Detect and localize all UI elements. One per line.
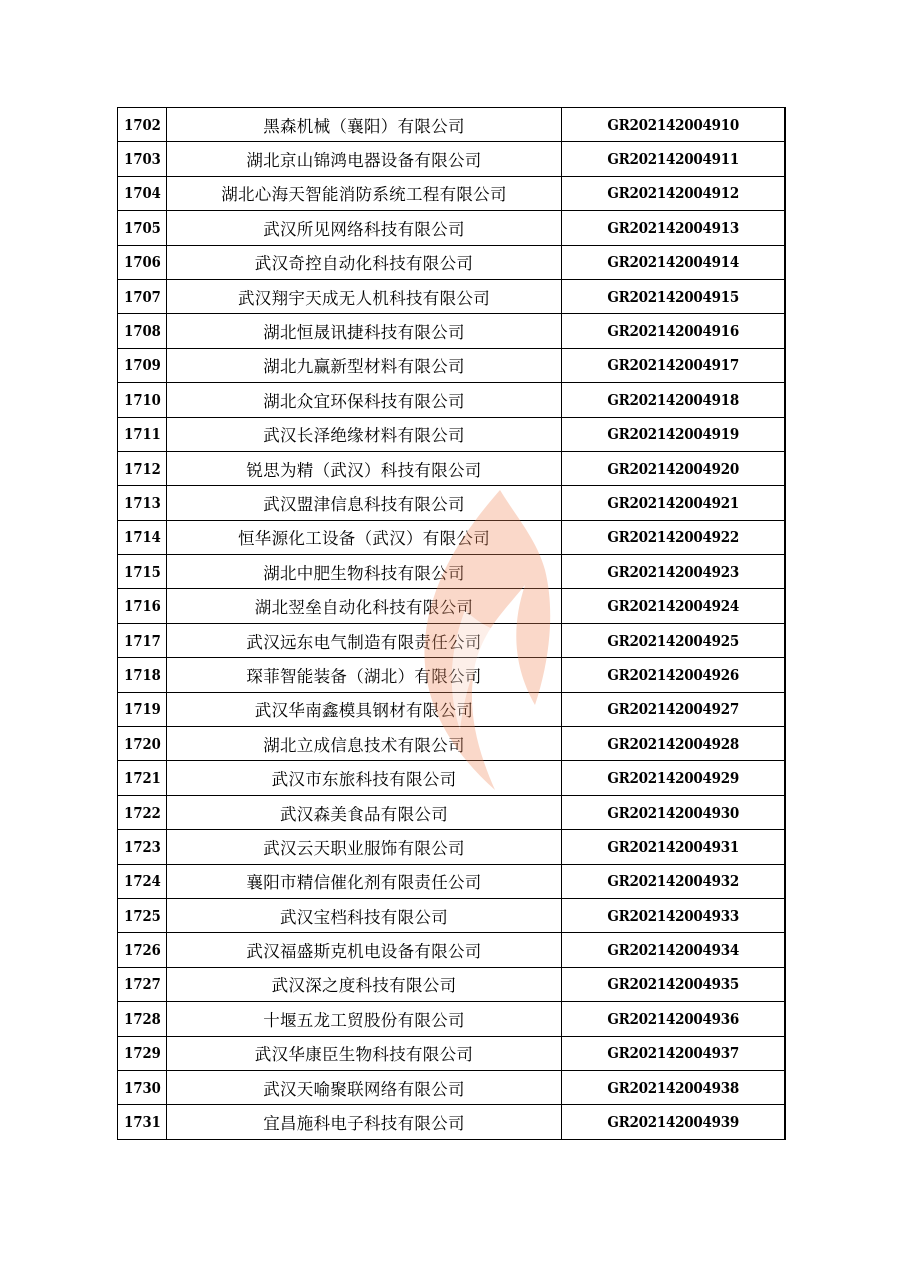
table-row xyxy=(118,279,786,313)
certificate-code-text: GR202142004938 xyxy=(607,1078,739,1097)
table-row xyxy=(118,727,786,761)
certificate-code-text: GR202142004917 xyxy=(607,356,739,375)
certificate-code xyxy=(562,1105,786,1139)
certificate-code xyxy=(562,727,786,761)
certificate-code-text: GR202142004915 xyxy=(607,287,739,306)
row-number-text: 1707 xyxy=(123,287,161,306)
certificate-code xyxy=(562,486,786,520)
company-name: 湖北京山锦鸿电器设备有限公司 xyxy=(167,142,562,176)
row-number-text: 1718 xyxy=(123,665,161,684)
row-number xyxy=(120,933,163,967)
certificate-code-text: GR202142004936 xyxy=(607,1009,739,1028)
row-number xyxy=(120,830,163,864)
certificate-code xyxy=(562,933,786,967)
certificate-code-text: GR202142004923 xyxy=(607,562,739,581)
company-name: 黑森机械（襄阳）有限公司 xyxy=(167,108,562,142)
table-row xyxy=(118,245,786,279)
row-number xyxy=(120,658,163,692)
row-number-text: 1704 xyxy=(123,184,161,203)
table-row xyxy=(118,417,786,451)
table-row xyxy=(118,142,786,176)
certificate-code-text: GR202142004932 xyxy=(607,872,739,891)
table-row xyxy=(118,830,786,864)
certificate-code xyxy=(562,623,786,657)
row-number xyxy=(120,864,163,898)
row-number xyxy=(120,795,163,829)
certificate-code-text: GR202142004933 xyxy=(607,906,739,925)
company-name: 武汉华康臣生物科技有限公司 xyxy=(167,1036,562,1070)
company-name: 武汉长泽绝缘材料有限公司 xyxy=(167,417,562,451)
row-number-text: 1723 xyxy=(123,837,161,856)
certificate-code xyxy=(562,245,786,279)
company-name: 湖北恒晟讯捷科技有限公司 xyxy=(167,314,562,348)
row-number xyxy=(120,383,163,417)
row-number-text: 1708 xyxy=(123,322,161,341)
table-row xyxy=(118,1105,786,1139)
certificate-code xyxy=(562,108,786,142)
table-row xyxy=(118,555,786,589)
company-name: 宜昌施科电子科技有限公司 xyxy=(167,1105,562,1139)
row-number xyxy=(120,108,163,142)
row-number-text: 1705 xyxy=(123,218,161,237)
row-number xyxy=(120,967,163,1001)
certificate-code xyxy=(562,795,786,829)
table-row xyxy=(118,864,786,898)
company-name: 武汉宝档科技有限公司 xyxy=(167,898,562,932)
row-number xyxy=(120,417,163,451)
row-number xyxy=(120,279,163,313)
row-number-text: 1722 xyxy=(123,803,161,822)
certificate-code-text: GR202142004911 xyxy=(607,150,739,169)
certificate-code-text: GR202142004916 xyxy=(607,322,739,341)
table-row xyxy=(118,1002,786,1036)
certificate-code xyxy=(562,1070,786,1104)
row-number xyxy=(120,1070,163,1104)
table-row xyxy=(118,898,786,932)
certificate-code-text: GR202142004926 xyxy=(607,665,739,684)
row-number-text: 1714 xyxy=(123,528,161,547)
certificate-code-text: GR202142004935 xyxy=(607,975,739,994)
company-name: 武汉远东电气制造有限责任公司 xyxy=(167,623,562,657)
row-number-text: 1713 xyxy=(123,493,161,512)
certificate-code xyxy=(562,555,786,589)
row-number-text: 1717 xyxy=(123,631,161,650)
certificate-code-text: GR202142004920 xyxy=(607,459,739,478)
row-number-text: 1709 xyxy=(123,356,161,375)
row-number-text: 1729 xyxy=(123,1044,161,1063)
certificate-code-text: GR202142004925 xyxy=(607,631,739,650)
row-number xyxy=(120,486,163,520)
row-number-text: 1706 xyxy=(123,253,161,272)
certificate-code-text: GR202142004921 xyxy=(607,493,739,512)
certificate-code-text: GR202142004934 xyxy=(607,941,739,960)
row-number xyxy=(120,589,163,623)
row-number-text: 1728 xyxy=(123,1009,161,1028)
certificate-code xyxy=(562,417,786,451)
table-body xyxy=(118,108,786,1140)
table-row xyxy=(118,108,786,142)
company-name: 湖北九赢新型材料有限公司 xyxy=(167,348,562,382)
table-row xyxy=(118,486,786,520)
company-name: 十堰五龙工贸股份有限公司 xyxy=(167,1002,562,1036)
table-row xyxy=(118,348,786,382)
company-name: 武汉翔宇天成无人机科技有限公司 xyxy=(167,279,562,313)
company-name: 锐思为精（武汉）科技有限公司 xyxy=(167,451,562,485)
table-row xyxy=(118,692,786,726)
company-table xyxy=(117,107,786,1140)
company-name: 武汉盟津信息科技有限公司 xyxy=(167,486,562,520)
certificate-code-text: GR202142004930 xyxy=(607,803,739,822)
certificate-code xyxy=(562,692,786,726)
company-name: 武汉福盛斯克机电设备有限公司 xyxy=(167,933,562,967)
row-number xyxy=(120,692,163,726)
company-name: 武汉天喻聚联网络有限公司 xyxy=(167,1070,562,1104)
certificate-code-text: GR202142004931 xyxy=(607,837,739,856)
company-name: 湖北众宜环保科技有限公司 xyxy=(167,383,562,417)
certificate-code xyxy=(562,898,786,932)
company-name: 襄阳市精信催化剂有限责任公司 xyxy=(167,864,562,898)
company-name: 武汉森美食品有限公司 xyxy=(167,795,562,829)
row-number-text: 1712 xyxy=(123,459,161,478)
table-row xyxy=(118,314,786,348)
certificate-code-text: GR202142004939 xyxy=(607,1113,739,1132)
company-name: 琛菲智能装备（湖北）有限公司 xyxy=(167,658,562,692)
row-number xyxy=(120,348,163,382)
row-number-text: 1725 xyxy=(123,906,161,925)
certificate-code xyxy=(562,1036,786,1070)
certificate-code-text: GR202142004924 xyxy=(607,597,739,616)
certificate-code xyxy=(562,761,786,795)
row-number-text: 1727 xyxy=(123,975,161,994)
row-number xyxy=(120,727,163,761)
table-row xyxy=(118,1070,786,1104)
row-number-text: 1711 xyxy=(123,425,161,444)
certificate-code xyxy=(562,589,786,623)
company-name: 恒华源化工设备（武汉）有限公司 xyxy=(167,520,562,554)
row-number xyxy=(120,211,163,245)
company-name: 武汉云天职业服饰有限公司 xyxy=(167,830,562,864)
certificate-code-text: GR202142004913 xyxy=(607,218,739,237)
row-number xyxy=(120,176,163,210)
row-number xyxy=(120,1036,163,1070)
certificate-code xyxy=(562,279,786,313)
certificate-code xyxy=(562,176,786,210)
row-number-text: 1720 xyxy=(123,734,161,753)
row-number xyxy=(120,555,163,589)
row-number xyxy=(120,451,163,485)
table-row xyxy=(118,383,786,417)
company-name: 武汉市东旅科技有限公司 xyxy=(167,761,562,795)
row-number-text: 1726 xyxy=(123,941,161,960)
table-row xyxy=(118,451,786,485)
row-number-text: 1731 xyxy=(123,1113,161,1132)
company-name: 武汉华南鑫模具钢材有限公司 xyxy=(167,692,562,726)
certificate-code xyxy=(562,451,786,485)
certificate-code xyxy=(562,658,786,692)
row-number-text: 1702 xyxy=(123,115,161,134)
row-number-text: 1715 xyxy=(123,562,161,581)
row-number-text: 1710 xyxy=(123,390,161,409)
row-number-text: 1703 xyxy=(123,150,161,169)
row-number-text: 1716 xyxy=(123,597,161,616)
certificate-code-text: GR202142004919 xyxy=(607,425,739,444)
certificate-code-text: GR202142004910 xyxy=(607,115,739,134)
certificate-code xyxy=(562,348,786,382)
table-row xyxy=(118,761,786,795)
table-row xyxy=(118,967,786,1001)
certificate-code xyxy=(562,383,786,417)
table-row xyxy=(118,795,786,829)
certificate-code-text: GR202142004937 xyxy=(607,1044,739,1063)
row-number xyxy=(120,520,163,554)
certificate-code-text: GR202142004914 xyxy=(607,253,739,272)
certificate-code-text: GR202142004927 xyxy=(607,700,739,719)
table-row xyxy=(118,1036,786,1070)
certificate-code xyxy=(562,142,786,176)
row-number xyxy=(120,898,163,932)
table-row xyxy=(118,589,786,623)
certificate-code-text: GR202142004922 xyxy=(607,528,739,547)
table-row xyxy=(118,623,786,657)
company-name: 武汉所见网络科技有限公司 xyxy=(167,211,562,245)
row-number-text: 1724 xyxy=(123,872,161,891)
certificate-code xyxy=(562,1002,786,1036)
certificate-code-text: GR202142004929 xyxy=(607,769,739,788)
certificate-code-text: GR202142004912 xyxy=(607,184,739,203)
row-number-text: 1719 xyxy=(123,700,161,719)
company-name: 湖北心海天智能消防系统工程有限公司 xyxy=(167,176,562,210)
company-name: 湖北中肥生物科技有限公司 xyxy=(167,555,562,589)
row-number xyxy=(120,142,163,176)
row-number-text: 1721 xyxy=(123,769,161,788)
table-row xyxy=(118,658,786,692)
certificate-code xyxy=(562,314,786,348)
table-row xyxy=(118,211,786,245)
company-name: 武汉深之度科技有限公司 xyxy=(167,967,562,1001)
company-name: 湖北翌垒自动化科技有限公司 xyxy=(167,589,562,623)
row-number xyxy=(120,623,163,657)
certificate-code xyxy=(562,864,786,898)
certificate-code xyxy=(562,211,786,245)
certificate-code xyxy=(562,967,786,1001)
row-number-text: 1730 xyxy=(123,1078,161,1097)
company-name: 武汉奇控自动化科技有限公司 xyxy=(167,245,562,279)
row-number xyxy=(120,761,163,795)
certificate-code-text: GR202142004928 xyxy=(607,734,739,753)
row-number xyxy=(120,1105,163,1139)
row-number xyxy=(120,1002,163,1036)
table-row xyxy=(118,933,786,967)
certificate-code xyxy=(562,520,786,554)
table-row xyxy=(118,176,786,210)
certificate-code-text: GR202142004918 xyxy=(607,390,739,409)
company-name: 湖北立成信息技术有限公司 xyxy=(167,727,562,761)
table-row xyxy=(118,520,786,554)
certificate-code xyxy=(562,830,786,864)
row-number xyxy=(120,314,163,348)
row-number xyxy=(120,245,163,279)
